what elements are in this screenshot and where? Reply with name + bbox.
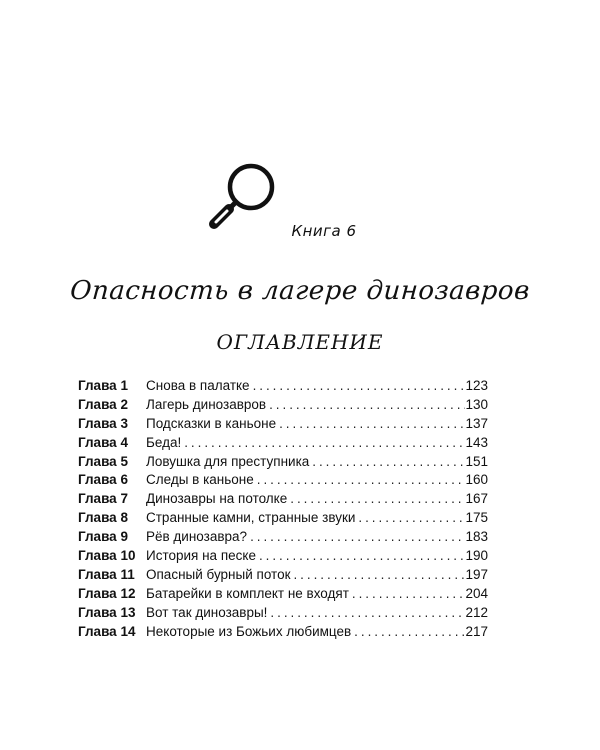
book-title: Опасность в лагере динозавров [69, 276, 531, 306]
chapter-label: Глава 9 [78, 529, 128, 545]
toc-row [78, 377, 488, 396]
toc-row [78, 528, 488, 547]
chapter-title: Лагерь динозавров [146, 396, 267, 412]
chapter-label: Глава 14 [78, 623, 136, 639]
chapter-title: Опасный бурный поток [146, 566, 291, 582]
dot-leader [351, 623, 465, 642]
toc-row [78, 471, 488, 490]
chapter-page-number: 123 [465, 378, 488, 393]
chapter-label: Глава 2 [78, 396, 128, 412]
toc-row [78, 490, 488, 509]
chapter-page-number: 217 [465, 623, 488, 639]
dot-leader [309, 453, 465, 472]
dot-leader [250, 377, 466, 396]
chapter-title: Следы в каньоне [146, 472, 254, 488]
chapter-page-number: 175 [465, 510, 488, 526]
toc-row [78, 453, 488, 472]
chapter-page-number: 143 [465, 434, 488, 450]
chapter-title: История на песке [146, 548, 256, 564]
chapter-page-number: 151 [465, 453, 488, 469]
chapter-page-number: 190 [465, 548, 488, 564]
chapter-title: Странные камни, странные звуки [146, 510, 356, 526]
chapter-page-number: 197 [465, 566, 488, 582]
dot-leader [267, 604, 465, 623]
chapter-page-number: 167 [465, 491, 488, 507]
toc-row [78, 509, 488, 528]
toc-row [78, 396, 488, 415]
chapter-page-number: 137 [465, 415, 488, 431]
dot-leader [254, 471, 466, 490]
chapter-title: Динозавры на потолке [146, 491, 288, 507]
chapter-title: Беда! [146, 434, 182, 450]
chapter-label: Глава 6 [78, 472, 128, 488]
dot-leader [290, 566, 465, 585]
chapter-label: Глава 4 [78, 434, 128, 450]
toc-row [78, 585, 488, 604]
dot-leader [256, 547, 466, 566]
chapter-page-number: 130 [465, 396, 488, 412]
toc-row [78, 434, 488, 453]
book-number-label: Книга 6 [291, 222, 357, 240]
dot-leader [276, 415, 465, 434]
chapter-title: Вот так динозавры! [146, 604, 268, 620]
chapter-page-number: 183 [465, 529, 488, 545]
dot-leader [181, 434, 465, 453]
chapter-title: Ловушка для преступника [146, 453, 310, 469]
dot-leader [266, 396, 465, 415]
dot-leader [355, 509, 465, 528]
toc-row [78, 623, 488, 642]
chapter-title: Снова в палатке [146, 378, 250, 393]
chapter-label: Глава 5 [78, 453, 128, 469]
chapter-label: Глава 12 [78, 585, 136, 601]
chapter-page-number: 204 [465, 585, 488, 601]
chapter-label: Глава 7 [78, 491, 128, 507]
chapter-label: Глава 10 [78, 548, 136, 564]
chapter-label: Глава 3 [78, 415, 128, 431]
table-of-contents [78, 377, 488, 641]
toc-row [78, 604, 488, 623]
chapter-title: Подсказки в каньоне [146, 415, 277, 431]
chapter-label: Глава 13 [78, 604, 136, 620]
toc-row [78, 415, 488, 434]
toc-row [78, 566, 488, 585]
dot-leader [349, 585, 466, 604]
chapter-title: Рёв динозавра? [146, 529, 248, 545]
chapter-label: Глава 1 [78, 378, 128, 393]
chapter-title: Батарейки в комплект не входят [146, 585, 349, 601]
dot-leader [247, 528, 465, 547]
toc-row [78, 547, 488, 566]
dot-leader [287, 490, 465, 509]
chapter-label: Глава 11 [78, 566, 135, 582]
chapter-label: Глава 8 [78, 510, 128, 526]
chapter-page-number: 212 [465, 604, 488, 620]
chapter-title: Некоторые из Божьих любимцев [146, 623, 352, 639]
toc-heading: ОГЛАВЛЕНИЕ [216, 330, 384, 354]
chapter-page-number: 160 [465, 472, 488, 488]
